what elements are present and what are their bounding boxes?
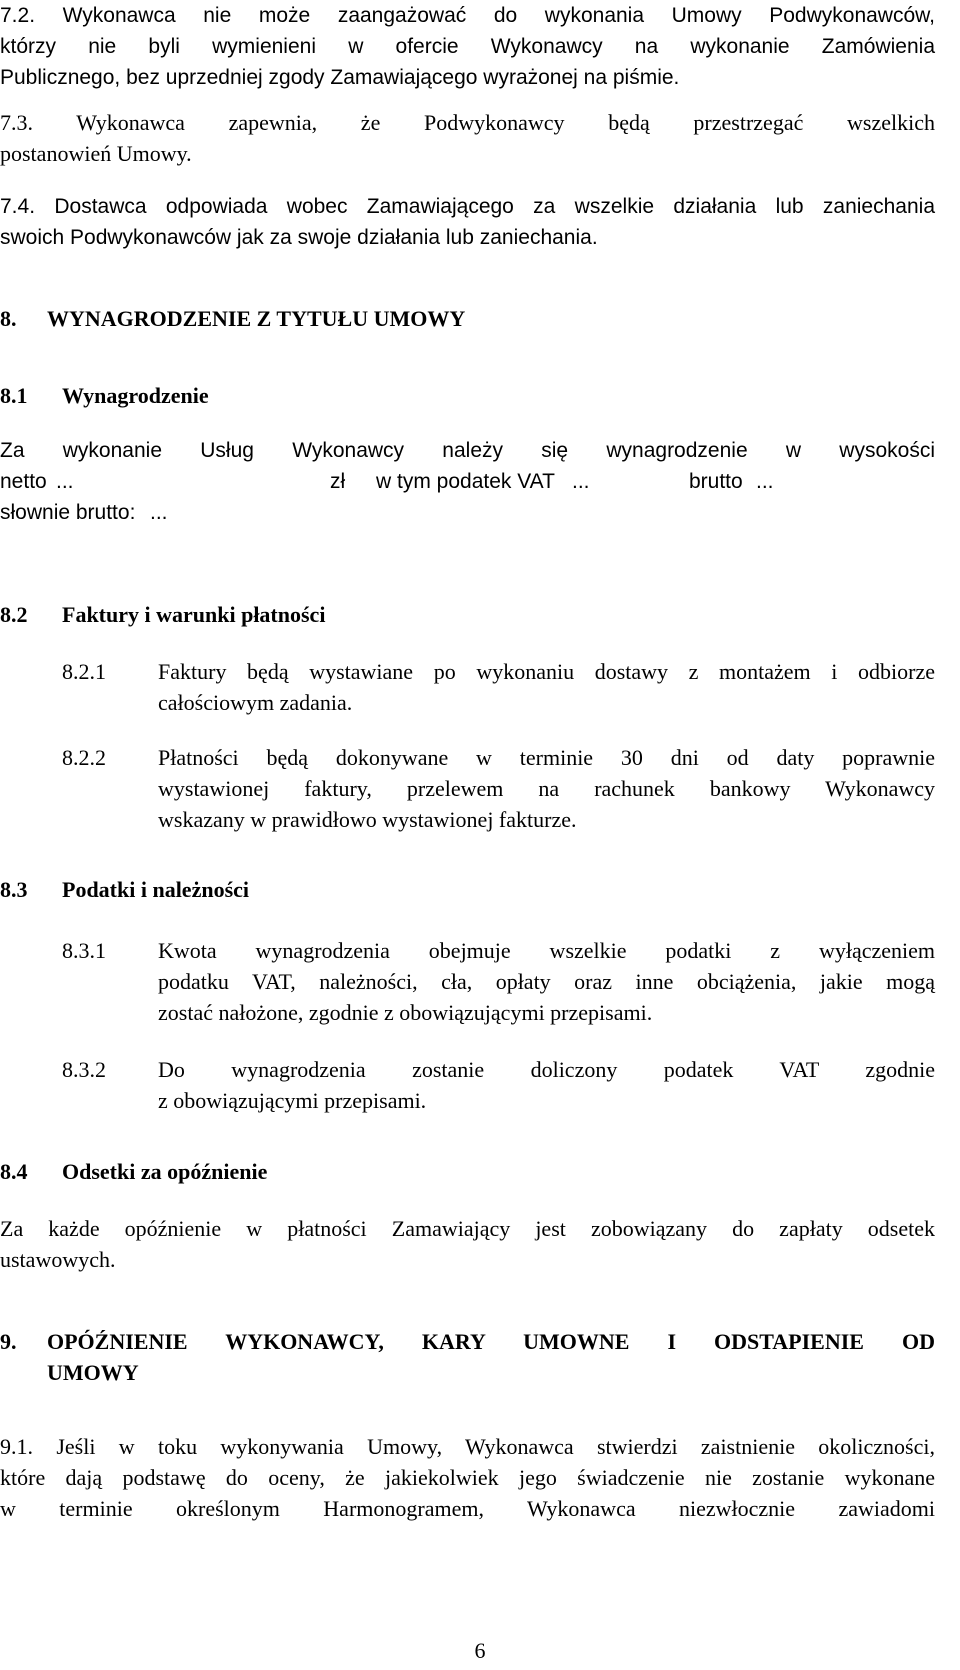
subsection-8-2-2 <box>0 742 935 835</box>
currency-label: zł <box>330 470 346 493</box>
section-number: 8.2 <box>0 602 28 627</box>
text-line: postanowień Umowy. <box>0 141 192 166</box>
subsection-text <box>158 935 935 1028</box>
paragraph-8-1 <box>0 435 935 528</box>
subsection-text <box>158 1054 935 1116</box>
slownie-label: słownie brutto: <box>0 501 136 524</box>
paragraph-9-1 <box>0 1431 935 1524</box>
subsection-number: 8.3.1 <box>62 938 106 963</box>
text-line: 7.2. Wykonawca nie może zaangażować do wykonania Umowy Podwykonawców, <box>0 4 935 27</box>
text-line-netto <box>0 466 935 497</box>
section-title: WYNAGRODZENIE Z TYTUŁU UMOWY <box>47 306 466 331</box>
subsection-number: 8.2.2 <box>62 745 106 770</box>
section-number: 8.4 <box>0 1159 28 1184</box>
netto-label: netto <box>0 470 47 493</box>
text-line: Do wynagrodzenia zostanie doliczony podatek VAT zgodnie <box>158 1057 935 1082</box>
text-line: Faktury będą wystawiane po wykonaniu dostawy z montażem i odbiorze <box>158 659 935 684</box>
text-line: wystawionej faktury, przelewem na rachunek bankowy Wykonawcy <box>158 776 935 801</box>
text-line: które dają podstawę do oceny, że jakiekolwiek jego świadczenie nie zostanie wykonane <box>0 1465 935 1490</box>
paragraph-8-4 <box>0 1213 935 1275</box>
text-line: 7.4. Dostawca odpowiada wobec Zamawiającego za wszelkie działania lub zaniechania <box>0 195 935 218</box>
text-line: Kwota wynagrodzenia obejmuje wszelkie podatki z wyłączeniem <box>158 938 935 963</box>
subsection-8-3-1 <box>0 935 935 1028</box>
section-title: Odsetki za opóźnienie <box>62 1159 268 1184</box>
paragraph-7-4 <box>0 191 935 253</box>
slownie-placeholder: ... <box>150 501 168 524</box>
text-line: Płatności będą dokonywane w terminie 30 dni od daty poprawnie <box>158 745 935 770</box>
text-line: swoich Podwykonawców jak za swoje działania lub zaniechania. <box>0 226 598 249</box>
section-title: Faktury i warunki płatności <box>62 602 326 627</box>
subsection-number: 8.3.2 <box>62 1057 106 1082</box>
subsection-text <box>158 742 935 835</box>
netto-placeholder: ... <box>56 470 74 493</box>
section-title <box>47 1326 935 1388</box>
subsection-8-3-2 <box>0 1054 935 1116</box>
text-line: Publicznego, bez uprzedniej zgody Zamawiającego wyrażonej na piśmie. <box>0 66 680 89</box>
paragraph-7-2 <box>0 0 935 93</box>
section-number: 8. <box>0 306 17 331</box>
page-number: 6 <box>474 1638 486 1663</box>
brutto-label: brutto <box>689 470 743 493</box>
text-line: w terminie określonym Harmonogramem, Wykonawca niezwłocznie zawiadomi <box>0 1496 935 1521</box>
text-line: wskazany w prawidłowo wystawionej fakturze. <box>158 807 577 832</box>
section-number: 9. <box>0 1329 17 1354</box>
text-line-slownie <box>0 497 935 528</box>
subsection-8-2-1 <box>0 656 935 718</box>
text-line: ustawowych. <box>0 1247 116 1272</box>
text-line: 9.1. Jeśli w toku wykonywania Umowy, Wykonawca stwierdzi zaistnienie okoliczności, <box>0 1434 935 1459</box>
subsection-text <box>158 656 935 718</box>
paragraph-7-3 <box>0 107 935 169</box>
text-line: zostać nałożone, zgodnie z obowiązującymi przepisami. <box>158 1000 653 1025</box>
vat-label: w tym podatek VAT <box>376 470 555 493</box>
section-number: 8.1 <box>0 383 28 408</box>
subsection-number: 8.2.1 <box>62 659 106 684</box>
text-line: OPÓŹNIENIE WYKONAWCY, KARY UMOWNE I ODSTAPIENIE OD <box>47 1329 935 1354</box>
text-line: którzy nie byli wymienieni w ofercie Wykonawcy na wykonanie Zamówienia <box>0 35 935 58</box>
text-line: 7.3. Wykonawca zapewnia, że Podwykonawcy będą przestrzegać wszelkich <box>0 110 935 135</box>
text-line: Za każde opóźnienie w płatności Zamawiający jest zobowiązany do zapłaty odsetek <box>0 1216 935 1241</box>
section-number: 8.3 <box>0 877 28 902</box>
text-line: całościowym zadania. <box>158 690 353 715</box>
text-line: z obowiązującymi przepisami. <box>158 1088 427 1113</box>
brutto-placeholder: ... <box>756 470 774 493</box>
text-line: podatku VAT, należności, cła, opłaty oraz inne obciążenia, jakie mogą <box>158 969 935 994</box>
section-heading-9 <box>0 1326 935 1388</box>
text-line: Za wykonanie Usług Wykonawcy należy się wynagrodzenie w wysokości <box>0 439 935 462</box>
section-title: Podatki i należności <box>62 877 250 902</box>
vat-placeholder: ... <box>572 470 590 493</box>
section-title: Wynagrodzenie <box>62 383 209 408</box>
text-line: UMOWY <box>47 1360 139 1385</box>
